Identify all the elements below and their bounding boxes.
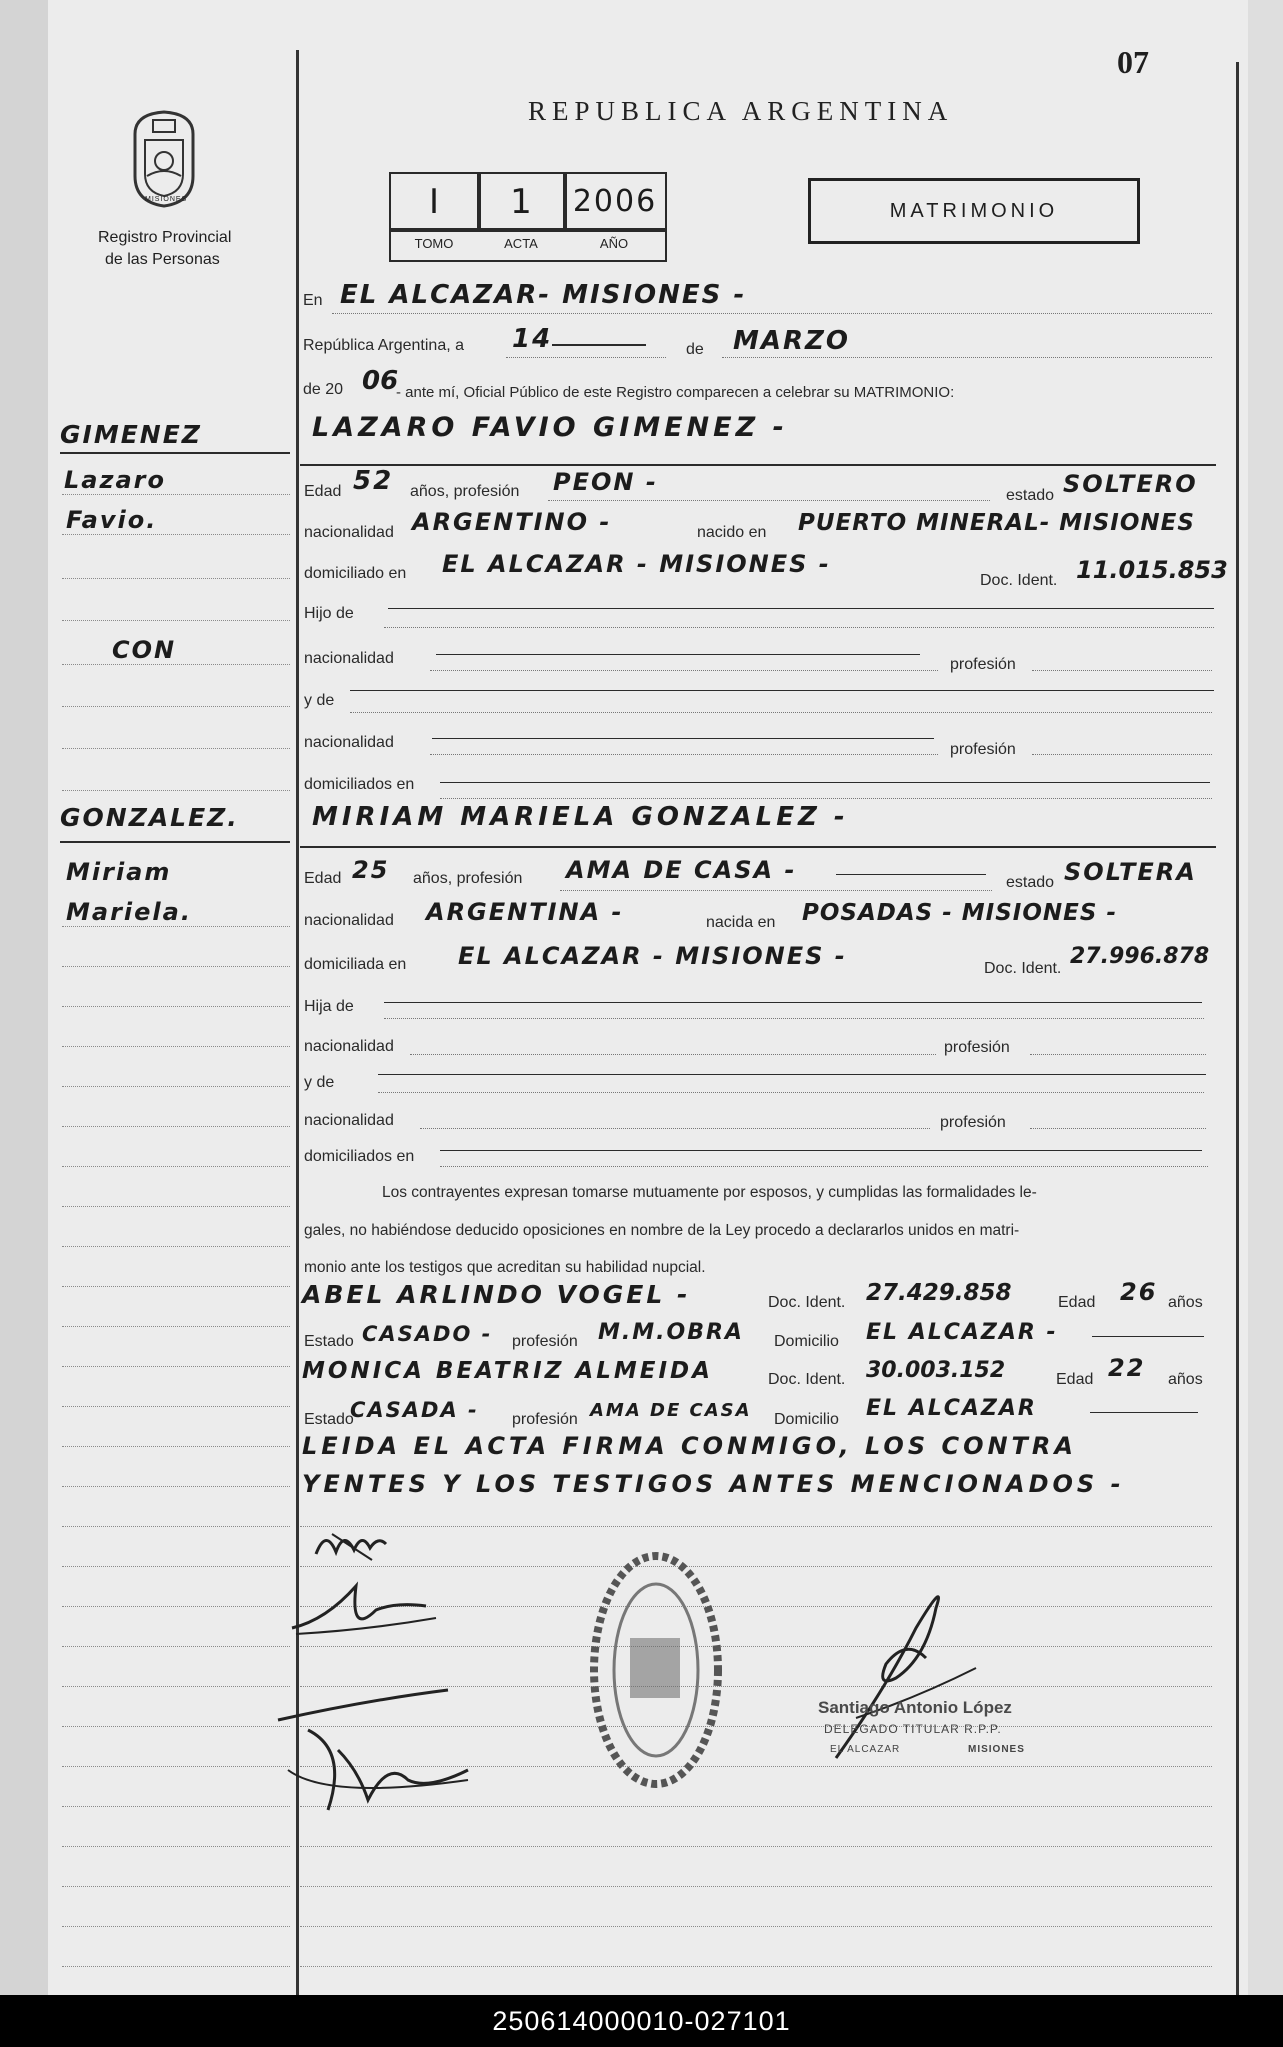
acta-label: ACTA xyxy=(504,236,538,251)
witness2-anos-label: años xyxy=(1168,1371,1203,1388)
groom-prof3-label: profesión xyxy=(950,741,1016,758)
witness2-dom-dash xyxy=(1090,1412,1198,1413)
margin-groom-surname: GIMENEZ xyxy=(60,420,202,449)
margin-rule-line xyxy=(62,926,290,927)
margin-groom-name2: Favio. xyxy=(66,506,158,534)
acta-value: 1 xyxy=(477,172,567,232)
margin-rule-line xyxy=(62,1366,290,1367)
groom-nac3-label: nacionalidad xyxy=(304,734,394,751)
bride-name-rule xyxy=(300,846,1216,848)
day-rule xyxy=(506,357,666,358)
tomo-label: TOMO xyxy=(414,236,454,251)
margin-rule-line xyxy=(62,1566,290,1567)
margin-groom-name1: Lazaro xyxy=(64,466,166,494)
groom-nac-label: nacionalidad xyxy=(304,524,394,541)
year-prefix: de 20 xyxy=(303,381,344,398)
margin-rule-line xyxy=(62,1326,290,1327)
official-stamp xyxy=(586,1546,726,1794)
bride-mother-rule xyxy=(378,1092,1204,1093)
document-type: MATRIMONIO xyxy=(889,200,1059,222)
page-right-edge xyxy=(1248,0,1283,1995)
margin-bride-name1: Miriam xyxy=(66,858,172,886)
witness2-prof-label: profesión xyxy=(512,1411,578,1428)
groom-nac2-label: nacionalidad xyxy=(304,650,394,667)
witness1-profession: M.M.OBRA xyxy=(598,1320,744,1345)
margin-rule-line xyxy=(62,1766,290,1767)
margin-rule-line xyxy=(62,1526,290,1527)
bride-nac3-rule xyxy=(420,1128,930,1129)
bride-doc: 27.996.878 xyxy=(1070,944,1210,969)
witness2-doc-label: Doc. Ident. xyxy=(768,1371,846,1388)
groom-dom-label: domiciliado en xyxy=(304,565,407,582)
bride-prof2-label: profesión xyxy=(944,1039,1010,1056)
signature-official xyxy=(826,1568,986,1768)
bride-nationality: ARGENTINA - xyxy=(426,898,624,926)
anio-label: AÑO xyxy=(599,236,629,251)
bride-domicile: EL ALCAZAR - MISIONES - xyxy=(458,942,847,970)
groom-doc: 11.015.853 xyxy=(1076,556,1228,584)
witness1-domicile: EL ALCAZAR - xyxy=(866,1320,1058,1345)
bride-estado: SOLTERA xyxy=(1064,858,1197,886)
declaration-line2: gales, no habiéndose deducido oposiciones en nombre de la Ley procedo a declararlos unidos en matri- xyxy=(304,1222,1020,1239)
margin-rule-line xyxy=(62,1606,290,1607)
groom-nac2-rule xyxy=(430,670,938,671)
registry-name-line2: de las Personas xyxy=(105,251,220,268)
margin-rule-line xyxy=(62,1206,290,1207)
witness1-name: ABEL ARLINDO VOGEL - xyxy=(302,1280,691,1309)
groom-profession-rule xyxy=(548,500,990,501)
official-place: EL ALCAZAR xyxy=(830,1744,901,1755)
bride-hija-label: Hija de xyxy=(304,998,354,1015)
bride-yde-label: y de xyxy=(304,1074,335,1091)
bride-nac2-rule xyxy=(410,1054,936,1055)
bride-profession-dash xyxy=(836,874,986,875)
witness1-prof-label: profesión xyxy=(512,1333,578,1350)
margin-rule-line xyxy=(62,966,290,967)
page-left-edge xyxy=(0,0,48,1995)
groom-prof2-label: profesión xyxy=(950,656,1016,673)
margin-rule-line xyxy=(62,1286,290,1287)
bride-age: 25 xyxy=(352,856,390,884)
groom-profession: PEON - xyxy=(553,468,658,496)
body-rule-line xyxy=(300,1966,1212,1967)
republica-label: República Argentina, a xyxy=(303,337,464,354)
margin-rule-line xyxy=(62,1926,290,1927)
bride-doms-rule xyxy=(440,1166,1208,1167)
witness2-doc: 30.003.152 xyxy=(866,1358,1006,1383)
margin-rule-line xyxy=(62,534,290,535)
groom-estado: SOLTERO xyxy=(1063,470,1198,498)
margin-rule-line xyxy=(62,1966,290,1967)
body-rule-line xyxy=(300,1526,1212,1527)
tomo-value: I xyxy=(389,172,481,232)
witness2-profession: AMA DE CASA xyxy=(590,1400,752,1421)
bride-nac-label: nacionalidad xyxy=(304,912,394,929)
margin-rule-line xyxy=(62,748,290,749)
groom-full-name: LAZARO FAVIO GIMENEZ - xyxy=(312,412,788,443)
margin-rule-line xyxy=(62,1646,290,1647)
seal-caption: MISIONES xyxy=(145,196,188,203)
groom-father-dash xyxy=(388,608,1214,609)
groom-doms-label: domiciliados en xyxy=(304,776,415,793)
margin-rule-line xyxy=(62,1086,290,1087)
marriage-day: 14 xyxy=(512,324,553,354)
margin-rule-line xyxy=(62,1486,290,1487)
groom-estado-label: estado xyxy=(1006,487,1055,504)
right-rule xyxy=(1236,62,1239,1995)
bride-anos-label: años, profesión xyxy=(413,870,523,887)
signature-spouse xyxy=(312,1524,392,1564)
witness1-anos-label: años xyxy=(1168,1294,1203,1311)
en-label: En xyxy=(303,292,323,309)
bride-nac2-label: nacionalidad xyxy=(304,1038,394,1055)
groom-domicile: EL ALCAZAR - MISIONES - xyxy=(442,550,831,578)
scan-code-footer: 250614000010-027101 xyxy=(0,1995,1283,2047)
groom-birthplace: PUERTO MINERAL- MISIONES xyxy=(798,510,1195,536)
margin-rule-line xyxy=(62,1006,290,1007)
day-dash xyxy=(552,344,646,346)
margin-con: CON xyxy=(112,636,177,664)
month-rule xyxy=(722,357,1212,358)
page-number: 07 xyxy=(1117,44,1149,80)
margin-rule-line xyxy=(62,1166,290,1167)
groom-father-rule xyxy=(384,627,1214,628)
groom-mother-dash xyxy=(350,690,1214,691)
body-rule-line xyxy=(300,1886,1212,1887)
bride-nacida-label: nacida en xyxy=(706,914,776,931)
witness2-estado-label: Estado xyxy=(304,1411,354,1428)
bride-estado-label: estado xyxy=(1006,874,1055,891)
official-province: MISIONES xyxy=(968,1744,1025,1755)
margin-rule-line xyxy=(62,1126,290,1127)
witness1-doc-label: Doc. Ident. xyxy=(768,1294,846,1311)
closing-line1: LEIDA EL ACTA FIRMA CONMIGO, LOS CONTRA xyxy=(302,1432,1077,1460)
witness1-edad-label: Edad xyxy=(1058,1294,1096,1311)
groom-edad-label: Edad xyxy=(304,483,342,500)
declaration-line1: Los contrayentes expresan tomarse mutuamente por esposos, y cumplidas las formalidades le- xyxy=(382,1184,1037,1201)
statement-text: - ante mí, Oficial Público de este Registro comparecen a celebrar su MATRIMONIO: xyxy=(396,384,955,401)
margin-rule-line xyxy=(62,706,290,707)
signature-witness2 xyxy=(268,1660,478,1820)
margin-rule-line xyxy=(62,1446,290,1447)
groom-yde-label: y de xyxy=(304,692,335,709)
witness1-estado-label: Estado xyxy=(304,1333,354,1350)
witness1-doc: 27.429.858 xyxy=(866,1280,1012,1306)
groom-name-rule xyxy=(300,464,1216,466)
groom-prof2-rule xyxy=(1032,670,1212,671)
bride-prof3-rule xyxy=(1030,1128,1206,1129)
de-label: de xyxy=(686,341,704,358)
bride-prof3-label: profesión xyxy=(940,1114,1006,1131)
groom-doms-dash xyxy=(440,782,1210,783)
margin-rule-line xyxy=(62,1886,290,1887)
official-title: DELEGADO TITULAR R.P.P. xyxy=(824,1722,1002,1736)
declaration-line3: monio ante los testigos que acreditan su habilidad nupcial. xyxy=(304,1259,706,1276)
bride-doc-label: Doc. Ident. xyxy=(984,960,1062,977)
margin-rule-line xyxy=(62,1046,290,1047)
body-rule-line xyxy=(300,1646,1212,1647)
bride-full-name: MIRIAM MARIELA GONZALEZ - xyxy=(312,802,849,832)
province-seal-icon xyxy=(125,106,203,210)
groom-mother-rule xyxy=(350,712,1212,713)
groom-nac3-dash xyxy=(432,738,934,739)
place-rule xyxy=(332,313,1212,314)
closing-line2: YENTES Y LOS TESTIGOS ANTES MENCIONADOS - xyxy=(302,1470,1125,1498)
margin-rule-line xyxy=(62,790,290,791)
witness1-dom-label: Domicilio xyxy=(774,1333,839,1350)
witness1-dom-dash xyxy=(1092,1336,1204,1337)
bride-doms-label: domiciliados en xyxy=(304,1148,415,1165)
witness2-domicile: EL ALCAZAR xyxy=(866,1396,1037,1421)
bride-edad-label: Edad xyxy=(304,870,342,887)
margin-rule-line xyxy=(62,1406,290,1407)
bride-birthplace: POSADAS - MISIONES - xyxy=(802,900,1117,926)
margin-rule-line xyxy=(62,1806,290,1807)
witness2-name: MONICA BEATRIZ ALMEIDA xyxy=(302,1358,713,1384)
marriage-month: MARZO xyxy=(733,326,850,356)
witness2-estado: CASADA - xyxy=(350,1398,479,1422)
signature-witness1 xyxy=(286,1576,446,1640)
year-suffix: 06 xyxy=(362,366,399,396)
document-type-box xyxy=(808,178,1140,244)
margin-rule-line xyxy=(62,578,290,579)
margin-rule-line xyxy=(62,664,290,665)
anio-value: 2006 xyxy=(563,172,667,232)
margin-bride-rule xyxy=(60,841,290,843)
margin-rule-line xyxy=(62,1686,290,1687)
margin-rule-line xyxy=(62,1846,290,1847)
document-title: REPUBLICA ARGENTINA xyxy=(528,96,954,126)
margin-rule-line xyxy=(62,620,290,621)
margin-bride-name2: Mariela. xyxy=(66,898,192,926)
witness1-estado: CASADO - xyxy=(362,1322,493,1346)
groom-nacido-label: nacido en xyxy=(697,524,767,541)
witness2-edad-label: Edad xyxy=(1056,1371,1094,1388)
bride-prof2-rule xyxy=(1030,1054,1206,1055)
bride-mother-dash xyxy=(378,1074,1206,1075)
bride-dom-label: domiciliada en xyxy=(304,956,407,973)
margin-rule-line xyxy=(62,1726,290,1727)
groom-doms-rule xyxy=(440,798,1212,799)
groom-nac3-rule xyxy=(430,754,938,755)
margin-rule-line xyxy=(62,1246,290,1247)
bride-nac3-label: nacionalidad xyxy=(304,1112,394,1129)
margin-groom-rule xyxy=(60,452,290,454)
registry-name-line1: Registro Provincial xyxy=(98,229,232,246)
body-rule-line xyxy=(300,1846,1212,1847)
groom-nationality: ARGENTINO - xyxy=(412,508,612,536)
bride-profession-rule xyxy=(560,890,992,891)
bride-profession: AMA DE CASA - xyxy=(566,856,797,884)
body-rule-line xyxy=(300,1566,1212,1567)
groom-hijo-label: Hijo de xyxy=(304,605,354,622)
official-name: Santiago Antonio López xyxy=(818,1698,1012,1717)
groom-doc-label: Doc. Ident. xyxy=(980,572,1058,589)
witness2-dom-label: Domicilio xyxy=(774,1411,839,1428)
marriage-place: EL ALCAZAR- MISIONES - xyxy=(340,280,747,310)
margin-bride-surname: GONZALEZ. xyxy=(60,803,239,832)
groom-nac2-dash xyxy=(436,654,920,655)
bride-father-dash xyxy=(384,1002,1202,1003)
bride-father-rule xyxy=(384,1018,1204,1019)
groom-prof3-rule xyxy=(1032,754,1212,755)
bride-doms-dash xyxy=(440,1150,1202,1151)
groom-anos-label: años, profesión xyxy=(410,483,520,500)
margin-rule-line xyxy=(62,494,290,495)
body-rule-line xyxy=(300,1926,1212,1927)
witness1-age: 26 xyxy=(1120,1278,1158,1306)
witness2-age: 22 xyxy=(1108,1354,1146,1382)
groom-age: 52 xyxy=(353,466,394,496)
